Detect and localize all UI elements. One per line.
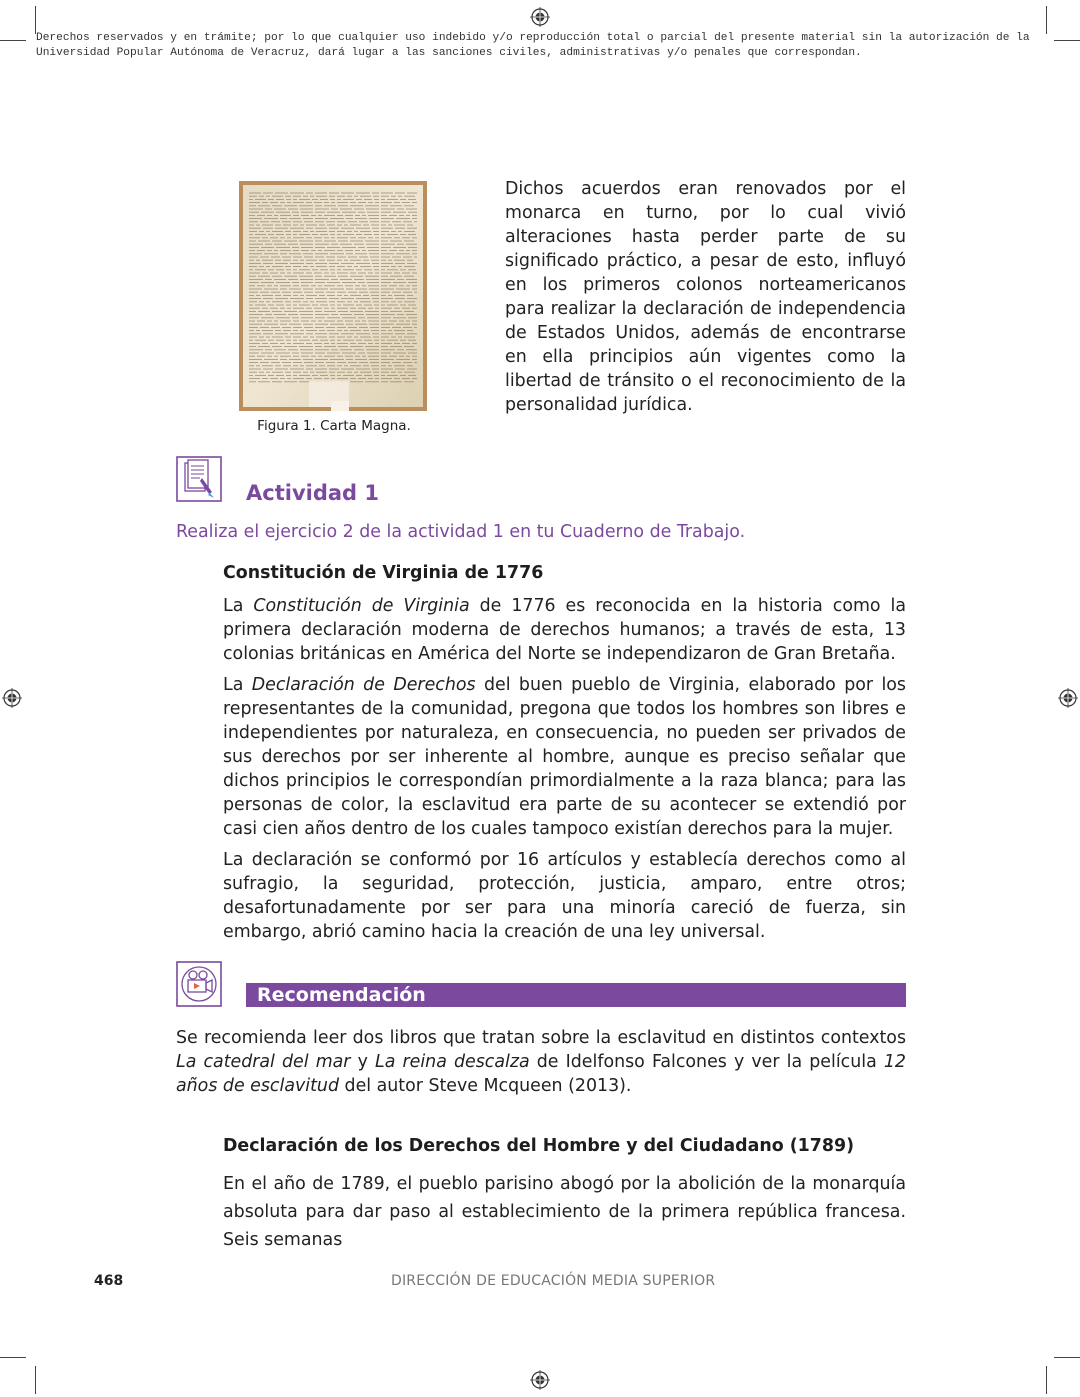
crop-mark <box>35 6 36 34</box>
crop-mark <box>0 1357 26 1358</box>
virginia-section <box>223 594 906 944</box>
text-run: La <box>223 675 252 695</box>
carta-magna-image <box>239 181 427 411</box>
activity-title: Actividad 1 <box>246 481 379 505</box>
intro-paragraph: Dichos acuerdos eran renovados por el monarca en turno, por lo cual vivió alteraciones hasta perder parte de su significado práctico, a pesar de esto, influyó en los primeros colonos norteamericanos para realizar la declaración de independencia de Estados Unidos, además de encontrarse en ella principios aún vigentes como la libertad de tránsito o el reconocimiento de la personalidad jurídica. <box>505 179 906 415</box>
text-run: del autor Steve Mcqueen (2013). <box>339 1076 632 1096</box>
registration-mark-icon <box>530 7 550 27</box>
declaration-section <box>223 1170 906 1254</box>
video-camera-icon <box>176 961 222 1007</box>
book-title: Constitución de Virginia <box>253 596 470 616</box>
book-title: La catedral del mar <box>176 1052 351 1072</box>
registration-mark-icon <box>1058 688 1078 708</box>
text-run: del buen pueblo de Virginia, elaborado por los representantes de la comunidad, pregona que todos los hombres son libres e independientes por naturaleza, en consecuencia, no pueden ser privados de sus derechos por ser inherente al hombre, aunque es preciso señalar que dichos principios le correspondían primordialmente a la raza blanca; para las personas de color, la esclavitud era parte de su acontecer se extendió por casi cien años dentro de los cuales tampoco existían derechos para la mujer. <box>223 675 906 839</box>
rights-notice-line: Derechos reservados y en trámite; por lo que cualquier uso indebido y/o reproducción total o parcial del presente material sin la autorización de la <box>36 32 1030 44</box>
crop-mark <box>1046 6 1047 34</box>
text-run: y <box>350 1052 376 1072</box>
rights-notice-line: Universidad Popular Autónoma de Veracruz, dará lugar a las sanciones civiles, administrativas y/o penales que correspondan. <box>36 46 862 59</box>
recommendation-section <box>176 1026 906 1098</box>
recommendation-paragraph <box>176 1026 906 1098</box>
text-run: Se recomienda leer dos libros que tratan sobre la esclavitud en distintos contextos <box>176 1028 906 1048</box>
footer-text: DIRECCIÓN DE EDUCACIÓN MEDIA SUPERIOR <box>391 1273 716 1289</box>
document-title: Declaración de Derechos <box>251 675 476 695</box>
crop-mark <box>0 40 26 41</box>
virginia-paragraph-2 <box>223 673 906 841</box>
text-run: de Idelfonso Falcones y ver la película <box>529 1052 884 1072</box>
virginia-paragraph-1 <box>223 594 906 666</box>
film-title: 12 años de esclavitud <box>176 1052 906 1096</box>
virginia-heading: Constitución de Virginia de 1776 <box>223 563 544 583</box>
registration-mark-icon <box>2 688 22 708</box>
rights-notice <box>36 31 1076 60</box>
crop-mark <box>1054 1357 1080 1358</box>
page-number: 468 <box>94 1273 124 1289</box>
document-pen-icon <box>176 456 222 502</box>
declaration-heading: Declaración de los Derechos del Hombre y del Ciudadano (1789) <box>223 1136 855 1156</box>
figure-caption: Figura 1. Carta Magna. <box>257 418 411 434</box>
activity-instruction: Realiza el ejercicio 2 de la actividad 1 en tu Cuaderno de Trabajo. <box>176 522 746 542</box>
crop-mark <box>1046 1366 1047 1394</box>
book-title: La reina descalza <box>375 1052 530 1072</box>
declaration-paragraph: En el año de 1789, el pueblo parisino abogó por la abolición de la monarquía absoluta para dar paso al establecimiento de la primera república francesa. Seis semanas <box>223 1174 906 1250</box>
recommendation-title: Recomendación <box>257 984 426 1006</box>
crop-mark <box>35 1366 36 1394</box>
intro-column <box>505 177 906 417</box>
registration-mark-icon <box>530 1370 550 1390</box>
recommendation-banner <box>246 983 906 1007</box>
text-run: La <box>223 596 254 616</box>
text-run: de 1776 es reconocida en la historia como la primera declaración moderna de derechos humanos; a través de esta, 13 colonias británicas en América del Norte se independizaron de Gran Bretaña. <box>223 596 907 664</box>
virginia-paragraph-3: La declaración se conformó por 16 artículos y establecía derechos como al sufragio, la seguridad, protección, justicia, amparo, entre otros; desafortunadamente por ser para una minoría careció de fuerza, sin embargo, abrió camino hacia la creación de una ley universal. <box>223 850 906 942</box>
